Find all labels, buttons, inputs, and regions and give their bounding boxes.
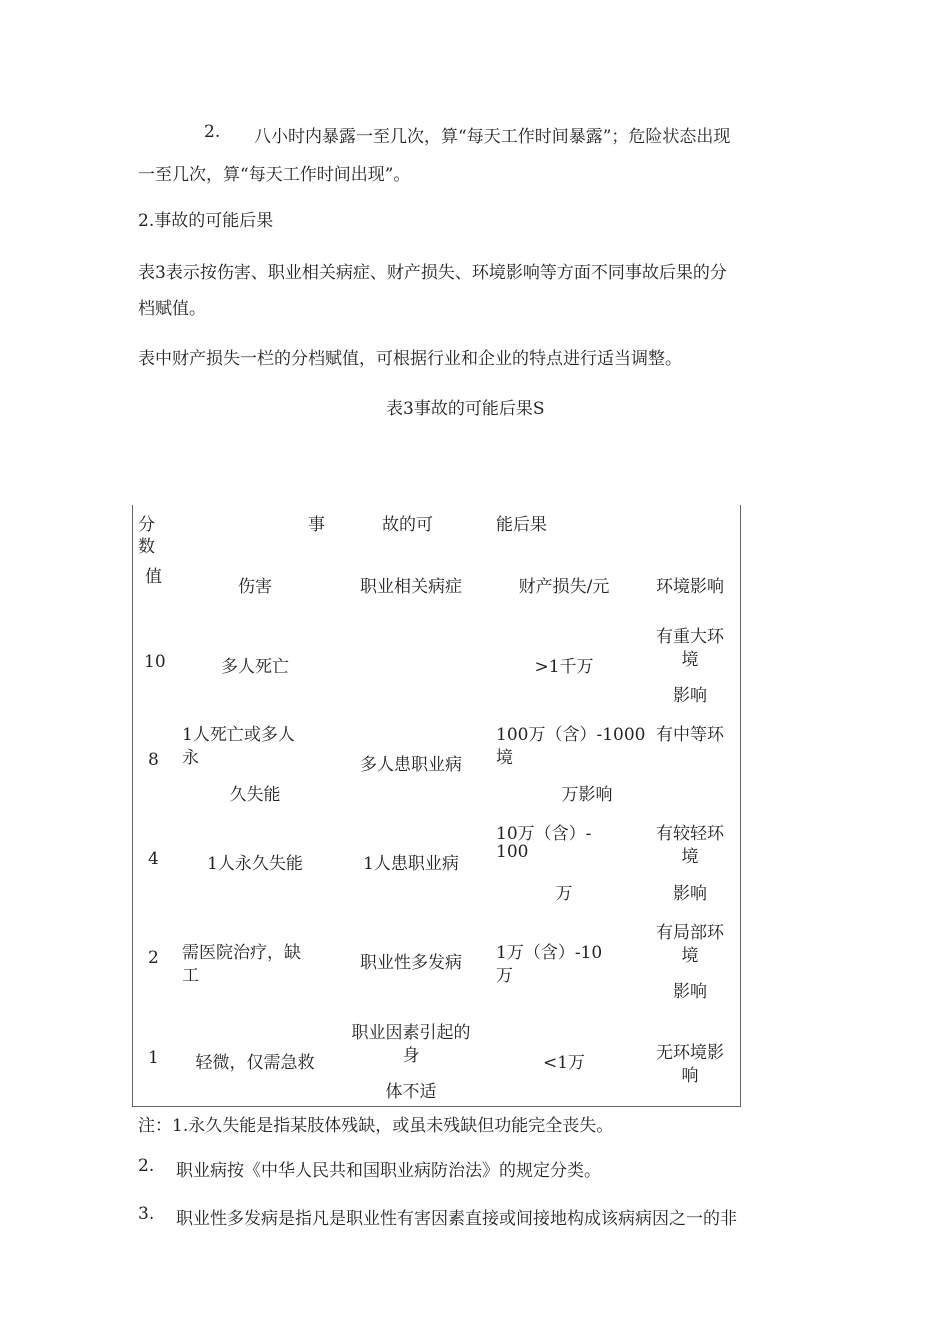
header-score-char-1: 分	[138, 515, 155, 535]
column-header-environment: 环境影响	[656, 577, 724, 597]
note-3-number: 3.	[138, 1204, 155, 1224]
row-8-env: 有中等环	[656, 725, 724, 745]
note-2: 职业病按《中华人民共和国职业病防治法》的规定分类。	[176, 1161, 601, 1181]
row-1-score: 1	[148, 1048, 159, 1068]
row-1-env-line-1: 无环境影	[656, 1043, 724, 1063]
row-2-score: 2	[148, 948, 159, 968]
row-10-env-line-1: 有重大环	[656, 627, 724, 647]
row-2-env-line-3: 影响	[673, 982, 707, 1002]
table-right-border	[740, 505, 741, 1107]
row-4-score: 4	[148, 849, 159, 869]
paragraph-2-line-2: 档赋值。	[138, 299, 206, 319]
row-8-score: 8	[148, 750, 159, 770]
row-10-env-line-3: 影响	[673, 686, 707, 706]
row-4-property-line-1: 10万（含）-	[496, 824, 592, 844]
header-consequence-part-a: 事	[308, 515, 325, 535]
paragraph-1-line-1: 八小时内暴露一至几次，算“每天工作时间暴露”；危险状态出现	[254, 127, 731, 147]
row-2-property-line-1: 1万（含）-10	[496, 943, 603, 963]
paragraph-3: 表中财产损失一栏的分档赋值，可根据行业和企业的特点进行适当调整。	[138, 349, 682, 369]
row-10-env-line-2: 境	[681, 650, 699, 670]
section-heading: 2.事故的可能后果	[138, 211, 274, 231]
row-2-env-line-2: 境	[681, 946, 699, 966]
row-4-env-line-2: 境	[681, 847, 699, 867]
row-8-property-line-1: 100万（含）-1000	[496, 725, 646, 745]
row-10-property: >1千万	[534, 657, 594, 677]
column-header-injury: 伤害	[238, 577, 272, 597]
row-8-injury-line-2: 永	[182, 748, 199, 768]
column-header-disease: 职业相关病症	[360, 577, 462, 597]
row-2-disease: 职业性多发病	[360, 953, 462, 973]
table-left-border	[132, 505, 133, 1107]
header-score-char-3: 值	[145, 567, 162, 587]
row-1-injury: 轻微，仅需急救	[195, 1053, 315, 1073]
row-2-env-line-1: 有局部环	[656, 923, 724, 943]
row-1-disease-line-1: 职业因素引起的	[351, 1023, 471, 1043]
note-3: 职业性多发病是指凡是职业性有害因素直接或间接地构成该病病因之一的非	[176, 1209, 737, 1229]
row-4-property-line-2: 100	[496, 842, 529, 862]
paragraph-1-line-2: 一至几次，算“每天工作时间出现”。	[138, 165, 411, 185]
row-4-property-line-3: 万	[555, 884, 573, 904]
row-1-env-line-2: 响	[681, 1066, 699, 1086]
row-1-disease-line-3: 体不适	[385, 1082, 437, 1102]
row-8-property-line-3: 万影响	[561, 785, 613, 805]
table-bottom-border	[132, 1106, 741, 1107]
row-1-property: <1万	[542, 1053, 586, 1073]
row-2-injury-line-2: 工	[182, 966, 199, 986]
row-4-env-line-1: 有较轻环	[656, 824, 724, 844]
paragraph-1-number: 2.	[204, 122, 221, 142]
column-header-property: 财产损失/元	[518, 577, 610, 597]
row-8-disease: 多人患职业病	[360, 755, 462, 775]
header-consequence-part-c: 能后果	[496, 515, 547, 535]
header-score-char-2: 数	[138, 537, 155, 557]
row-2-injury-line-1: 需医院治疗，缺	[182, 943, 301, 963]
row-8-property-line-2: 境	[496, 748, 513, 768]
row-10-injury: 多人死亡	[221, 657, 289, 677]
row-4-disease: 1人患职业病	[363, 854, 459, 874]
row-8-injury-line-3: 久失能	[229, 785, 281, 805]
row-4-env-line-3: 影响	[673, 884, 707, 904]
note-2-number: 2.	[138, 1156, 155, 1176]
row-1-disease-line-2: 身	[402, 1046, 420, 1066]
note-1: 注：1.永久失能是指某肢体残缺，或虽未残缺但功能完全丧失。	[138, 1116, 614, 1136]
table-caption: 表3事故的可能后果S	[386, 399, 545, 419]
header-consequence-part-b: 故的可	[382, 515, 433, 535]
row-8-injury-line-1: 1人死亡或多人	[182, 725, 295, 745]
row-10-score: 10	[144, 652, 166, 672]
row-4-injury: 1人永久失能	[207, 854, 303, 874]
paragraph-2-line-1: 表3表示按伤害、职业相关病症、财产损失、环境影响等方面不同事故后果的分	[138, 263, 727, 283]
row-2-property-line-2: 万	[496, 966, 513, 986]
